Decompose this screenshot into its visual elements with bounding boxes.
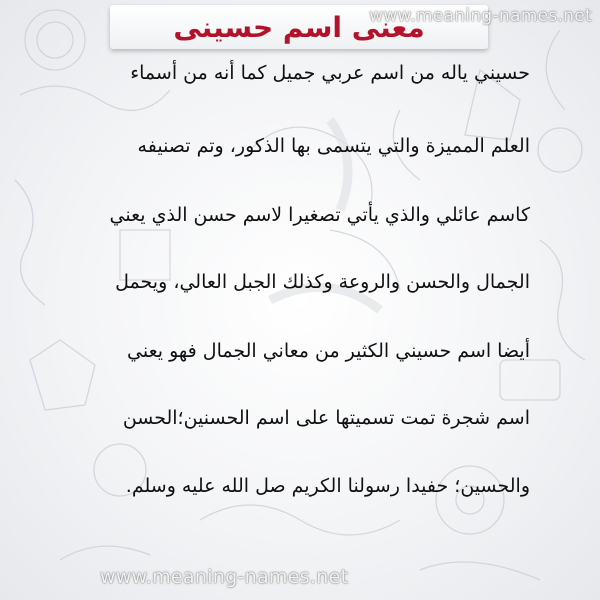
description-line: العلم المميزة والتي يتسمى بها الذكور، وتم تصنيفه (137, 135, 530, 157)
description-line: حسيني ياله من اسم عربي جميل كما أنه من أسماء (130, 62, 530, 84)
description-line: والحسين؛ حفيدا رسولنا الكريم صل الله عليه وسلم. (125, 475, 530, 497)
description-line: كاسم عائلي والذي يأتي تصغيرا لاسم حسن الذي يعني (109, 204, 530, 226)
description-line: اسم شجرة تمت تسميتها على اسم الحسنين؛الحسن (122, 407, 530, 429)
description-line: الجمال والحسن والروعة وكذلك الجبل العالي، ويحمل (115, 271, 530, 293)
watermark-top: www.meaning-names.net (369, 6, 592, 26)
page-title: معنى اسم حسينى (173, 10, 425, 44)
watermark-bottom: www.meaning-names.net (100, 566, 349, 588)
description-line: أيضا اسم حسيني الكثير من معاني الجمال فهو يعني (127, 340, 530, 362)
